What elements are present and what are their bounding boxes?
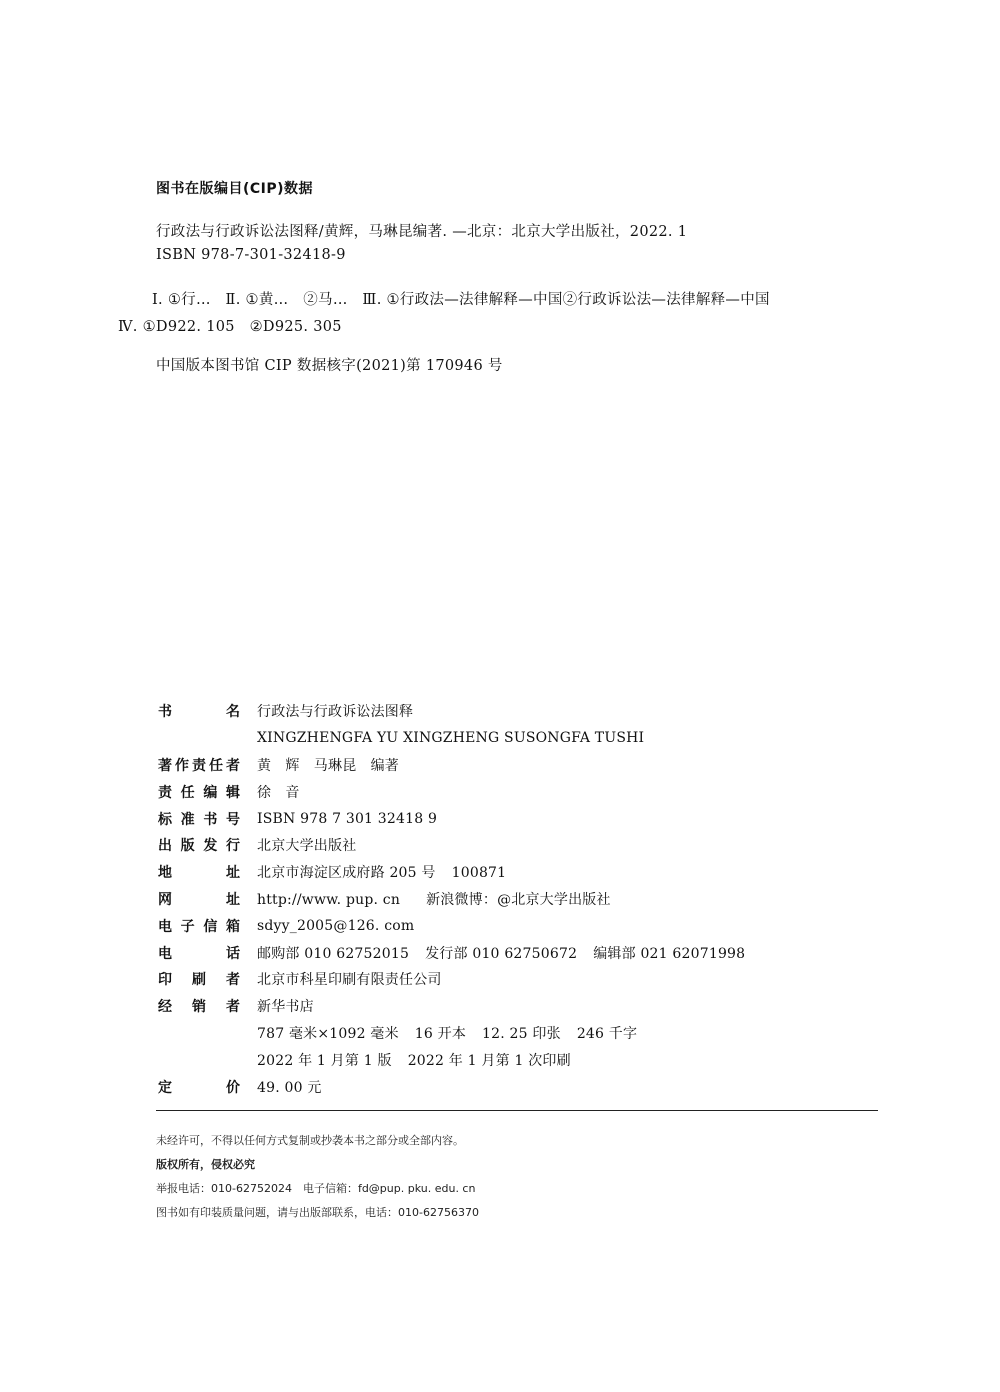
value-book-name: 行政法与行政诉讼法图释 — [257, 704, 414, 721]
label-publisher: 出 版 发 行 — [158, 838, 240, 855]
format-words: 246 千字 — [576, 1025, 638, 1042]
label-email: 电 子 信 箱 — [158, 918, 240, 935]
postal-code: 100871 — [451, 865, 507, 882]
value-edition — [257, 1050, 571, 1070]
colophon-row-isbn — [158, 805, 878, 832]
cip-classification-line2: Ⅳ. ①D922. 105 ②D925. 305 — [118, 319, 342, 335]
address-text: 北京市海淀区成府路 205 号 — [257, 865, 436, 882]
value-price: 49. 00 元 — [257, 1079, 322, 1096]
website-url: http://www. pup. cn — [257, 891, 401, 908]
edition-text: 2022 年 1 月第 1 版 — [257, 1052, 392, 1069]
cip-classification-line1: Ⅰ. ①行… Ⅱ. ①黄… ②马… Ⅲ. ①行政法—法律解释—中国②行政诉讼法—法律解释—中国 — [152, 292, 770, 308]
printing-text: 2022 年 1 月第 1 次印刷 — [407, 1052, 571, 1069]
colophon-row-publisher — [158, 832, 878, 859]
colophon-row-phone — [158, 939, 878, 966]
divider-line — [156, 1110, 878, 1111]
copy-warning: 未经许可，不得以任何方式复制或抄袭本书之部分或全部内容。 — [156, 1134, 464, 1147]
cip-title: 图书在版编目(CIP)数据 — [156, 181, 314, 197]
phone-editorial: 编辑部 021 62071998 — [593, 945, 746, 962]
value-isbn: ISBN 978 7 301 32418 9 — [257, 810, 438, 827]
phone-mail-order: 邮购部 010 62752015 — [257, 945, 410, 962]
value-website — [257, 889, 611, 909]
label-distributor: 经 销 者 — [158, 999, 240, 1016]
colophon-row-printer — [158, 966, 878, 993]
value-pinyin: XINGZHENGFA YU XINGZHENG SUSONGFA TUSHI — [257, 730, 645, 747]
cip-isbn: ISBN 978-7-301-32418-9 — [156, 247, 346, 263]
label-price: 定 价 — [158, 1079, 240, 1096]
colophon-row-author — [158, 752, 878, 779]
colophon-row-email — [158, 912, 878, 939]
value-distributor: 新华书店 — [257, 999, 314, 1016]
report-contact: 举报电话：010-62752024 电子信箱：fd@pup. pku. edu. cn — [156, 1182, 476, 1195]
value-publisher: 北京大学出版社 — [257, 838, 357, 855]
value-editor: 徐 音 — [257, 784, 300, 801]
label-book-name: 书 名 — [158, 704, 240, 721]
value-author: 黄 辉 马琳昆 编著 — [257, 757, 399, 774]
value-format — [257, 1023, 637, 1043]
colophon-row-distributor — [158, 993, 878, 1020]
label-author: 著 作 责 任 者 — [158, 757, 240, 774]
colophon-row-editor — [158, 778, 878, 805]
phone-distribution: 发行部 010 62750672 — [425, 945, 578, 962]
value-printer: 北京市科星印刷有限责任公司 — [257, 972, 442, 989]
colophon-row-edition — [158, 1046, 878, 1073]
label-address: 地 址 — [158, 865, 240, 882]
format-size: 787 毫米×1092 毫米 — [257, 1025, 399, 1042]
label-editor: 责 任 编 辑 — [158, 784, 240, 801]
colophon-row-book-name — [158, 698, 878, 725]
rights-statement: 版权所有，侵权必究 — [156, 1158, 255, 1171]
colophon-row-address — [158, 859, 878, 886]
format-kai: 16 开本 — [414, 1025, 467, 1042]
label-phone: 电 话 — [158, 945, 240, 962]
cip-data-number: 中国版本图书馆 CIP 数据核字(2021)第 170946 号 — [156, 358, 503, 374]
value-email: sdyy_2005@126. com — [257, 917, 415, 934]
colophon-row-website — [158, 886, 878, 913]
label-printer: 印 刷 者 — [158, 972, 240, 989]
value-address — [257, 862, 506, 882]
weibo-account: 新浪微博：@北京大学出版社 — [426, 891, 611, 908]
format-sheets: 12. 25 印张 — [482, 1025, 561, 1042]
colophon-row-pinyin — [158, 725, 878, 752]
colophon-row-format — [158, 1020, 878, 1047]
value-phone — [257, 943, 745, 963]
colophon-table — [158, 698, 878, 1100]
label-isbn: 标 准 书 号 — [158, 811, 240, 828]
colophon-row-price — [158, 1073, 878, 1100]
cip-book-record: 行政法与行政诉讼法图释/黄辉，马琳昆编著. —北京：北京大学出版社，2022. 1 — [156, 224, 688, 240]
label-website: 网 址 — [158, 891, 240, 908]
quality-contact: 图书如有印装质量问题，请与出版部联系，电话：010-62756370 — [156, 1206, 479, 1219]
